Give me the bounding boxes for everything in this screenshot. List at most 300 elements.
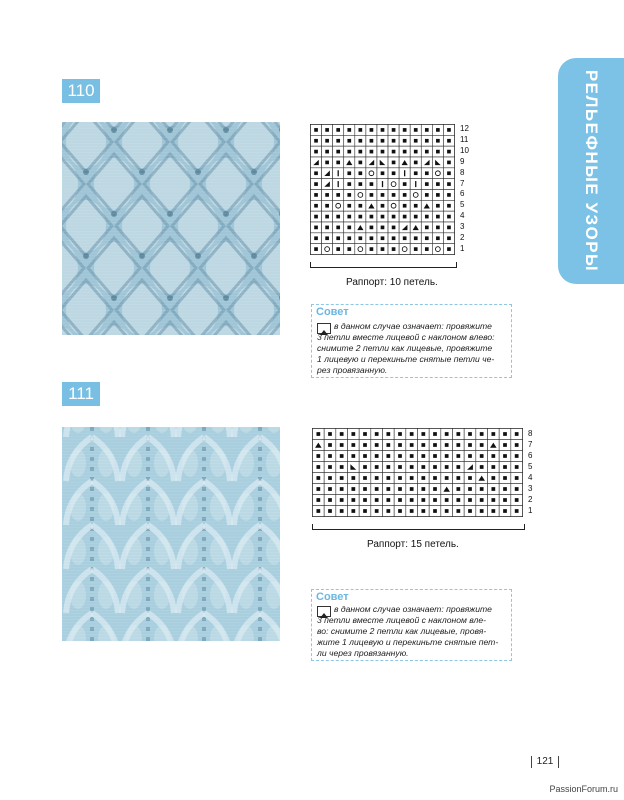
chart-cell [453,495,465,506]
chart-cell [406,451,418,462]
chart-cell [410,157,421,168]
chart-cell [441,429,453,440]
row-number: 1 [528,505,533,515]
chart-cell [333,233,344,244]
watermark: PassionForum.ru [549,784,618,794]
chart-cell [394,484,406,495]
chart-cell [313,429,325,440]
chart-cell [406,473,418,484]
chart-cell [429,506,441,517]
row-number: 3 [460,221,465,231]
chart-cell [348,495,360,506]
chart-cell [359,473,371,484]
chart-cell [359,495,371,506]
row-number: 7 [460,178,465,188]
chart-cell [355,222,366,233]
chart-cell [410,200,421,211]
chart-cell [441,484,453,495]
chart-cell [511,495,523,506]
chart-cell [464,451,476,462]
chart-cell [333,135,344,146]
chart-cell [324,429,336,440]
chart-cell [410,222,421,233]
chart-cell [333,168,344,179]
chart-cell [418,462,430,473]
chart-cell [511,440,523,451]
row-number: 12 [460,124,469,134]
chart-cell [432,233,443,244]
chart-cell [410,125,421,136]
chart-cell [394,473,406,484]
chart-cell [464,484,476,495]
pattern-number-badge: 110 [62,79,100,103]
chart-cell [432,244,443,255]
chart-cell [399,146,410,157]
chart-cell [333,190,344,201]
chart-cell [366,244,377,255]
chart-cell [336,451,348,462]
chart-cell [313,451,325,462]
chart-cell [324,506,336,517]
chart-cell [348,506,360,517]
chart-cell [377,200,388,211]
chart-cell [336,429,348,440]
chart-cell [311,168,322,179]
chart-cell [453,473,465,484]
chart-cell [410,179,421,190]
chart-cell [418,484,430,495]
chart-cell [377,211,388,222]
chart-cell [344,233,355,244]
chart-cell [377,157,388,168]
chart-cell [355,135,366,146]
chart-cell [322,135,333,146]
chart-cell [344,157,355,168]
chart-cell [453,462,465,473]
chart-cell [453,440,465,451]
chart-cell [366,125,377,136]
chart-cell [443,211,454,222]
chart-cell [488,484,500,495]
row-number: 4 [460,211,465,221]
chart-cell [388,135,399,146]
chart-cell [453,484,465,495]
chart-cell [383,451,395,462]
chart-cell [399,125,410,136]
pattern-number-badge: 111 [62,382,100,406]
chart-cell [453,429,465,440]
chart-cell [383,462,395,473]
chart-cell [511,429,523,440]
chart-cell [443,222,454,233]
chart-cell [336,473,348,484]
chart-cell [355,157,366,168]
chart-cell [421,200,432,211]
chart-cell [388,244,399,255]
chart-cell [311,222,322,233]
chart-cell [313,473,325,484]
chart-cell [336,484,348,495]
row-number: 7 [528,439,533,449]
chart-cell [313,484,325,495]
chart-cell [476,451,488,462]
chart-cell [488,495,500,506]
chart-cell [313,440,325,451]
row-number: 5 [460,200,465,210]
chart-cell [432,190,443,201]
chart-cell [499,429,511,440]
chart-cell [333,146,344,157]
section-tab-label: РЕЛЬЕФНЫЕ УЗОРЫ [582,69,601,273]
chart-cell [410,211,421,222]
chart-cell [311,157,322,168]
chart-cell [344,190,355,201]
chart-cell [377,233,388,244]
repeat-bracket [312,524,525,530]
chart-cell [443,146,454,157]
chart-cell [406,429,418,440]
chart-cell [421,168,432,179]
chart-cell [333,157,344,168]
chart-cell [399,168,410,179]
chart-cell [355,244,366,255]
chart-cell [499,462,511,473]
chart-cell [359,462,371,473]
chart-cell [322,179,333,190]
chart-cell [453,506,465,517]
chart-cell [464,495,476,506]
chart-cell [366,168,377,179]
chart-cell [359,451,371,462]
chart-cell [499,484,511,495]
chart-cell [399,179,410,190]
chart-cell [488,506,500,517]
chart-cell [410,168,421,179]
chart-cell [383,429,395,440]
chart-cell [344,168,355,179]
chart-cell [432,200,443,211]
chart-cell [410,146,421,157]
chart-cell [499,473,511,484]
chart-cell [359,484,371,495]
chart-cell [359,429,371,440]
chart-cell [476,506,488,517]
chart-cell [313,462,325,473]
chart-cell [388,125,399,136]
chart-cell [322,244,333,255]
chart-cell [322,125,333,136]
tip-box [311,589,512,661]
chart-cell [344,244,355,255]
chart-cell [377,222,388,233]
chart-cell [377,190,388,201]
chart-cell [394,495,406,506]
chart-cell [429,484,441,495]
chart-cell [388,233,399,244]
chart-cell [410,244,421,255]
chart-cell [476,440,488,451]
chart-cell [488,462,500,473]
chart-cell [371,506,383,517]
chart-cell [322,211,333,222]
chart-cell [355,190,366,201]
chart-cell [344,179,355,190]
row-number: 10 [460,146,469,156]
chart-cell [499,506,511,517]
chart-cell [311,179,322,190]
chart-cell [311,146,322,157]
chart-cell [366,135,377,146]
chart-cell [359,440,371,451]
chart-cell [464,462,476,473]
row-number: 6 [528,450,533,460]
chart-cell [355,125,366,136]
row-number: 2 [528,494,533,504]
chart-cell [333,179,344,190]
chart-cell [410,135,421,146]
chart-cell [322,222,333,233]
chart-cell [344,222,355,233]
row-number: 1 [460,243,465,253]
chart-cell [383,440,395,451]
chart-cell [333,200,344,211]
chart-cell [464,473,476,484]
chart-cell [348,440,360,451]
chart-cell [322,157,333,168]
chart-cell [406,462,418,473]
chart-cell [388,146,399,157]
chart-cell [429,451,441,462]
chart-cell [476,473,488,484]
chart-cell [399,157,410,168]
chart-cell [355,146,366,157]
chart-cell [355,233,366,244]
chart-cell [432,125,443,136]
chart-cell [313,495,325,506]
row-numbers [528,428,542,517]
chart-cell [443,200,454,211]
row-number: 8 [528,428,533,438]
chart-cell [394,440,406,451]
chart-cell [324,484,336,495]
tip-box [311,304,512,378]
chart-cell [383,484,395,495]
chart-cell [421,211,432,222]
chart-cell [476,495,488,506]
chart-cell [324,462,336,473]
chart-cell [432,135,443,146]
tip-title: Совет [316,591,349,603]
chart-cell [394,506,406,517]
chart-cell [429,462,441,473]
knit-swatch-photo [62,427,280,641]
chart-cell [377,168,388,179]
chart-cell [336,495,348,506]
chart-cell [421,135,432,146]
chart-cell [406,506,418,517]
chart-cell [429,473,441,484]
chart-cell [394,429,406,440]
row-numbers [460,124,480,256]
chart-cell [383,495,395,506]
chart-cell [443,190,454,201]
chart-cell [371,451,383,462]
chart-cell [336,440,348,451]
chart-cell [488,429,500,440]
chart-cell [388,190,399,201]
chart-cell [388,200,399,211]
chart-cell [432,157,443,168]
chart-cell [443,168,454,179]
chart-cell [366,146,377,157]
chart-cell [348,462,360,473]
repeat-label: Раппорт: 10 петель. [346,277,438,288]
chart-cell [432,211,443,222]
chart-cell [488,451,500,462]
chart-cell [348,473,360,484]
tip-text: в данном случае означает: провяжите 3 петли вместе лицевой с наклоном влево: снимите 2 петли как лицевые, провяжите 1 лицевую и перекиньте снятые петли че- рез провязанную. [317,321,495,375]
chart-cell [388,179,399,190]
repeat-label: Раппорт: 15 петель. [367,539,459,550]
chart-cell [355,179,366,190]
chart-cell [383,506,395,517]
chart-cell [366,200,377,211]
chart-cell [324,473,336,484]
chart-cell [371,473,383,484]
chart-cell [388,222,399,233]
chart-cell [421,190,432,201]
chart-cell [311,233,322,244]
chart-cell [499,440,511,451]
chart-cell [441,451,453,462]
row-number: 9 [460,156,465,166]
chart-cell [418,429,430,440]
chart-cell [406,484,418,495]
chart-cell [432,222,443,233]
row-number: 4 [528,472,533,482]
chart-cell [322,233,333,244]
chart-cell [355,168,366,179]
chart-cell [421,233,432,244]
chart-cell [394,462,406,473]
chart-cell [511,451,523,462]
chart-cell [311,125,322,136]
chart-cell [418,440,430,451]
chart-cell [355,211,366,222]
chart-cell [476,484,488,495]
chart-cell [344,125,355,136]
chart-cell [429,429,441,440]
chart-cell [511,506,523,517]
chart-cell [499,451,511,462]
chart-cell [441,462,453,473]
chart-cell [441,440,453,451]
chart-cell [410,190,421,201]
chart-cell [399,190,410,201]
row-number: 5 [528,461,533,471]
chart-cell [453,451,465,462]
chart-cell [464,429,476,440]
chart-cell [476,462,488,473]
chart-cell [476,429,488,440]
chart-cell [399,244,410,255]
chart-cell [333,211,344,222]
chart-cell [366,179,377,190]
chart-cell [511,473,523,484]
chart-cell [344,135,355,146]
chart-cell [336,506,348,517]
knitting-chart [310,124,455,255]
chart-cell [333,125,344,136]
chart-cell [388,211,399,222]
chart-cell [429,440,441,451]
chart-cell [410,233,421,244]
chart-cell [443,233,454,244]
chart-cell [344,200,355,211]
chart-cell [366,233,377,244]
chart-cell [348,451,360,462]
chart-cell [377,244,388,255]
knit-swatch-photo [62,122,280,335]
chart-cell [443,179,454,190]
chart-cell [377,179,388,190]
chart-cell [322,190,333,201]
chart-cell [488,473,500,484]
page-number: 121 [531,756,559,768]
chart-cell [399,211,410,222]
chart-cell [399,135,410,146]
chart-cell [421,179,432,190]
knitting-chart [312,428,523,517]
chart-cell [443,157,454,168]
chart-cell [348,429,360,440]
chart-cell [511,462,523,473]
chart-cell [371,440,383,451]
chart-cell [464,440,476,451]
chart-cell [311,190,322,201]
chart-cell [421,222,432,233]
chart-cell [313,506,325,517]
chart-cell [324,495,336,506]
chart-cell [443,135,454,146]
chart-cell [443,125,454,136]
chart-cell [406,440,418,451]
chart-cell [377,125,388,136]
row-number: 3 [528,483,533,493]
chart-cell [418,495,430,506]
chart-cell [322,168,333,179]
chart-cell [441,495,453,506]
section-tab [558,58,624,284]
chart-cell [336,462,348,473]
chart-cell [418,473,430,484]
chart-cell [432,146,443,157]
chart-cell [377,146,388,157]
chart-cell [383,473,395,484]
chart-cell [311,200,322,211]
chart-cell [399,200,410,211]
chart-cell [366,190,377,201]
chart-cell [421,125,432,136]
chart-cell [488,440,500,451]
chart-cell [322,146,333,157]
chart-cell [443,244,454,255]
chart-cell [333,244,344,255]
chart-cell [418,451,430,462]
tip-title: Совет [316,306,349,318]
chart-cell [432,168,443,179]
chart-cell [344,211,355,222]
